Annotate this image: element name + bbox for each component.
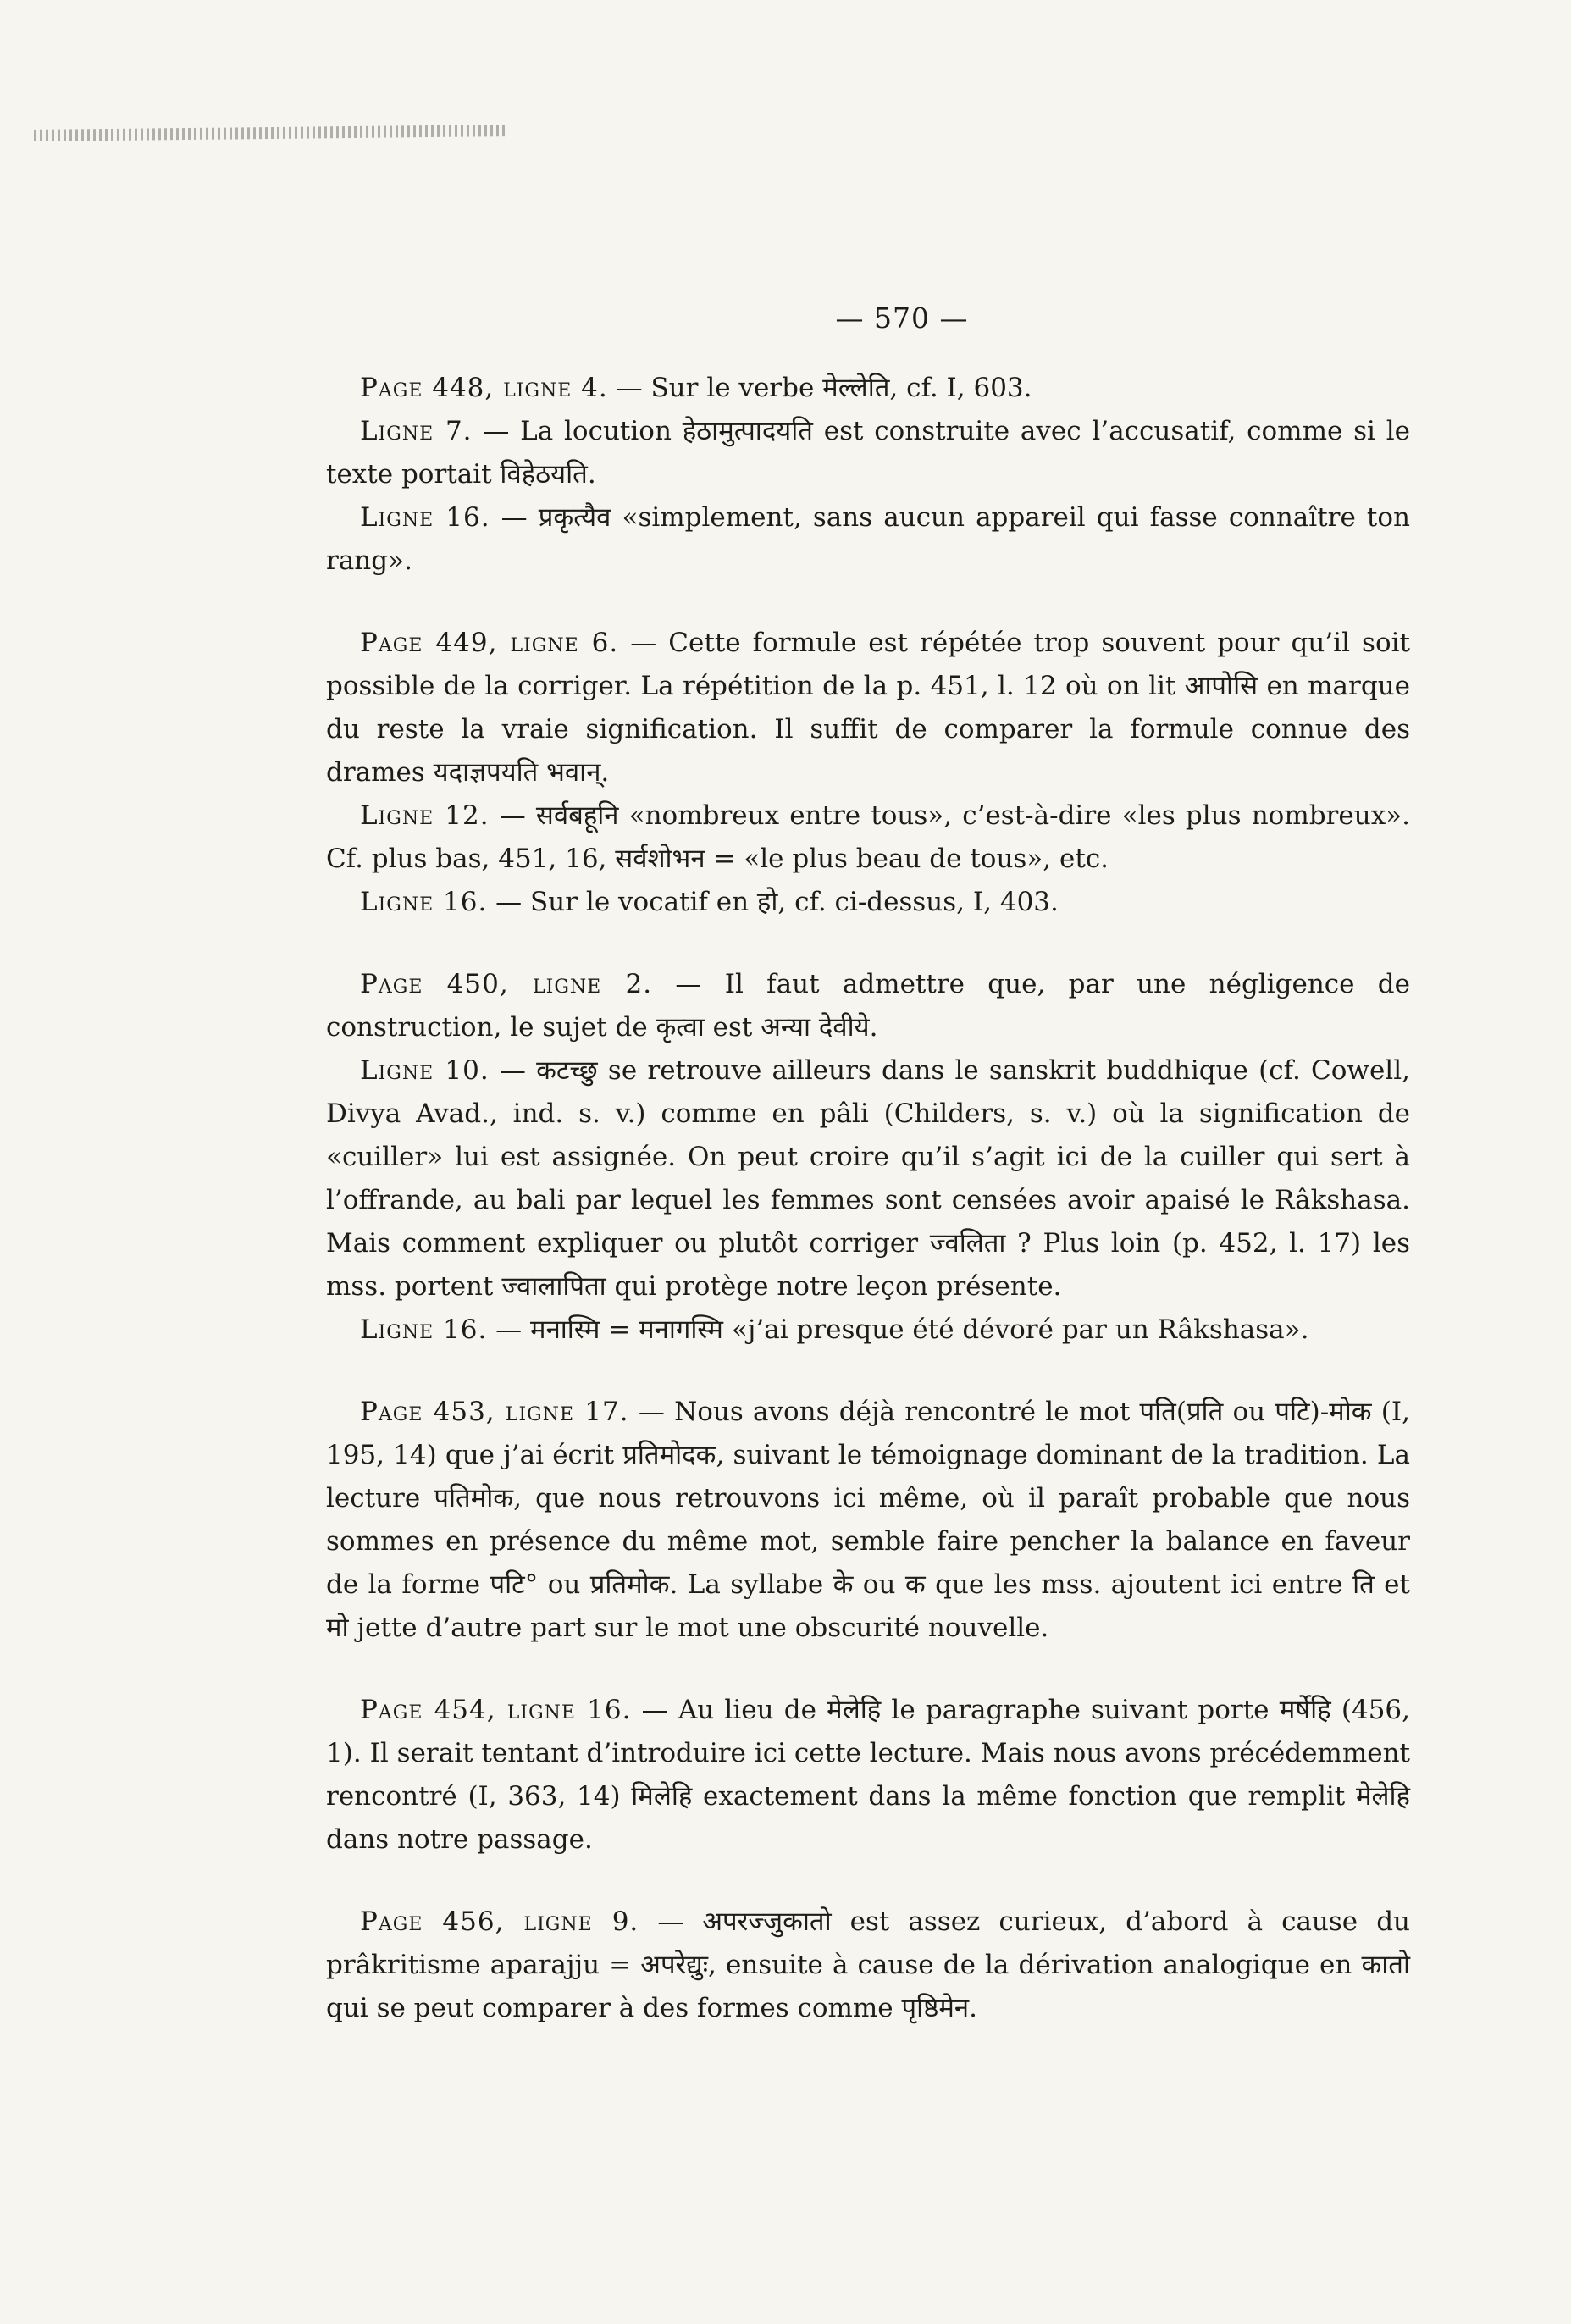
note-block-page-450 bbox=[326, 963, 1410, 1352]
entry-text: — प्रकृत्यैव «simplement, sans aucun appareil qui fasse connaître ton rang». bbox=[326, 502, 1410, 576]
entry-text: — Nous avons déjà rencontré le mot पति(प्रति ou पटि)-मोक (I, 195, 14) que j’ai écrit प्रतिमोदक, suivant le témoignage dominant de la tradition. La lecture पतिमोक, que nous retrouvons ici même, où il paraît probable que nous sommes en présence du même mot, semble faire pencher la balance en faveur de la forme पटि° ou प्रतिमोक. La syllabe के ou क que les mss. ajoutent ici entre ति et मो jette d’autre part sur le mot une obscurité nouvelle. bbox=[326, 1397, 1411, 1643]
note-entry bbox=[326, 622, 1410, 794]
entry-reference: Ligne 7. bbox=[360, 416, 473, 446]
entry-text: — La locution हेठामुत्पादयति est construite avec l’accusatif, comme si le texte portait विहेठयति. bbox=[326, 416, 1410, 490]
note-block-page-449 bbox=[326, 622, 1410, 924]
entry-reference: Page 449, ligne 6. bbox=[360, 628, 619, 658]
scan-artifact bbox=[34, 125, 508, 141]
note-entry bbox=[326, 963, 1410, 1049]
note-entry bbox=[326, 1901, 1410, 2030]
entry-reference: Page 453, ligne 17. bbox=[360, 1397, 629, 1427]
entry-reference: Ligne 12. bbox=[360, 800, 490, 831]
note-block-page-454 bbox=[326, 1689, 1410, 1862]
entry-text: — Il faut admettre que, par une négligence de construction, le sujet de कृत्वा est अन्या देवीये. bbox=[326, 969, 1410, 1043]
note-entry bbox=[326, 794, 1410, 881]
entry-reference: Ligne 16. bbox=[360, 887, 488, 917]
note-entry bbox=[326, 367, 1410, 410]
note-entry bbox=[326, 496, 1410, 583]
entry-reference: Page 456, ligne 9. bbox=[360, 1906, 639, 1937]
note-block-page-453 bbox=[326, 1391, 1410, 1650]
entry-reference: Page 448, ligne 4. bbox=[360, 373, 608, 403]
note-entry bbox=[326, 881, 1410, 924]
entry-reference: Ligne 10. bbox=[360, 1055, 490, 1086]
note-entry bbox=[326, 1689, 1410, 1862]
entry-reference: Ligne 16. bbox=[360, 502, 490, 533]
entry-reference: Page 450, ligne 2. bbox=[360, 969, 653, 999]
note-block-page-448 bbox=[326, 367, 1410, 583]
entry-text: — अपरज्जुकातो est assez curieux, d’abord à cause du prâkritisme aparajju = अपरेद्युः, ensuite à cause de la dérivation analogique en कातो qui se peut comparer à des formes comme पृष्ठिमेन. bbox=[326, 1906, 1411, 2023]
note-block-page-456 bbox=[326, 1901, 1410, 2030]
note-entry bbox=[326, 1309, 1410, 1352]
note-entry bbox=[326, 1391, 1410, 1650]
document-page bbox=[326, 296, 1410, 2030]
entry-text: — Au lieu de मेलेहि le paragraphe suivant porte मर्षेहि (456, 1). Il serait tentant d’introduire ici cette lecture. Mais nous avons précédemment rencontré (I, 363, 14) मिलेहि exactement dans la même fonction que remplit मेलेहि dans notre passage. bbox=[326, 1695, 1410, 1855]
entry-text: — कटच्छु se retrouve ailleurs dans le sanskrit buddhique (cf. Cowell, Divya Avad., ind. s. v.) comme en pâli (Childers, s. v.) où la signification de «cuiller» lui est assignée. On peut croire qu’il s’agit ici de la cuiller qui sert à l’offrande, au bali par lequel les femmes sont censées avoir apaisé le Râkshasa. Mais comment expliquer ou plutôt corriger ज्वलिता ? Plus loin (p. 452, l. 17) les mss. portent ज्वालापिता qui protège notre leçon présente. bbox=[326, 1055, 1410, 1302]
note-entry bbox=[326, 410, 1410, 496]
entry-text: — Sur le verbe मेल्लेति, cf. I, 603. bbox=[607, 373, 1032, 403]
entry-text: — Sur le vocatif en हो, cf. ci-dessus, I, 403. bbox=[487, 887, 1059, 917]
entry-text: — मनास्मि = मनागस्मि «j’ai presque été dévoré par un Râkshasa». bbox=[487, 1314, 1309, 1345]
entry-text: — सर्वबहूनि «nombreux entre tous», c’est-à-dire «les plus nombreux». Cf. plus bas, 451, 16, सर्वशोभन = «le plus beau de tous», etc. bbox=[326, 800, 1410, 874]
note-entry bbox=[326, 1049, 1410, 1309]
entry-reference: Ligne 16. bbox=[360, 1314, 488, 1345]
entry-text: — Cette formule est répétée trop souvent pour qu’il soit possible de la corriger. La répétition de la p. 451, l. 12 où on lit आपोसि en marque du reste la vraie signification. Il suffit de comparer la formule connue des drames यदाज्ञपयति भवान्. bbox=[326, 628, 1410, 788]
entry-reference: Page 454, ligne 16. bbox=[360, 1695, 632, 1725]
page-number: — 570 — bbox=[835, 302, 969, 335]
